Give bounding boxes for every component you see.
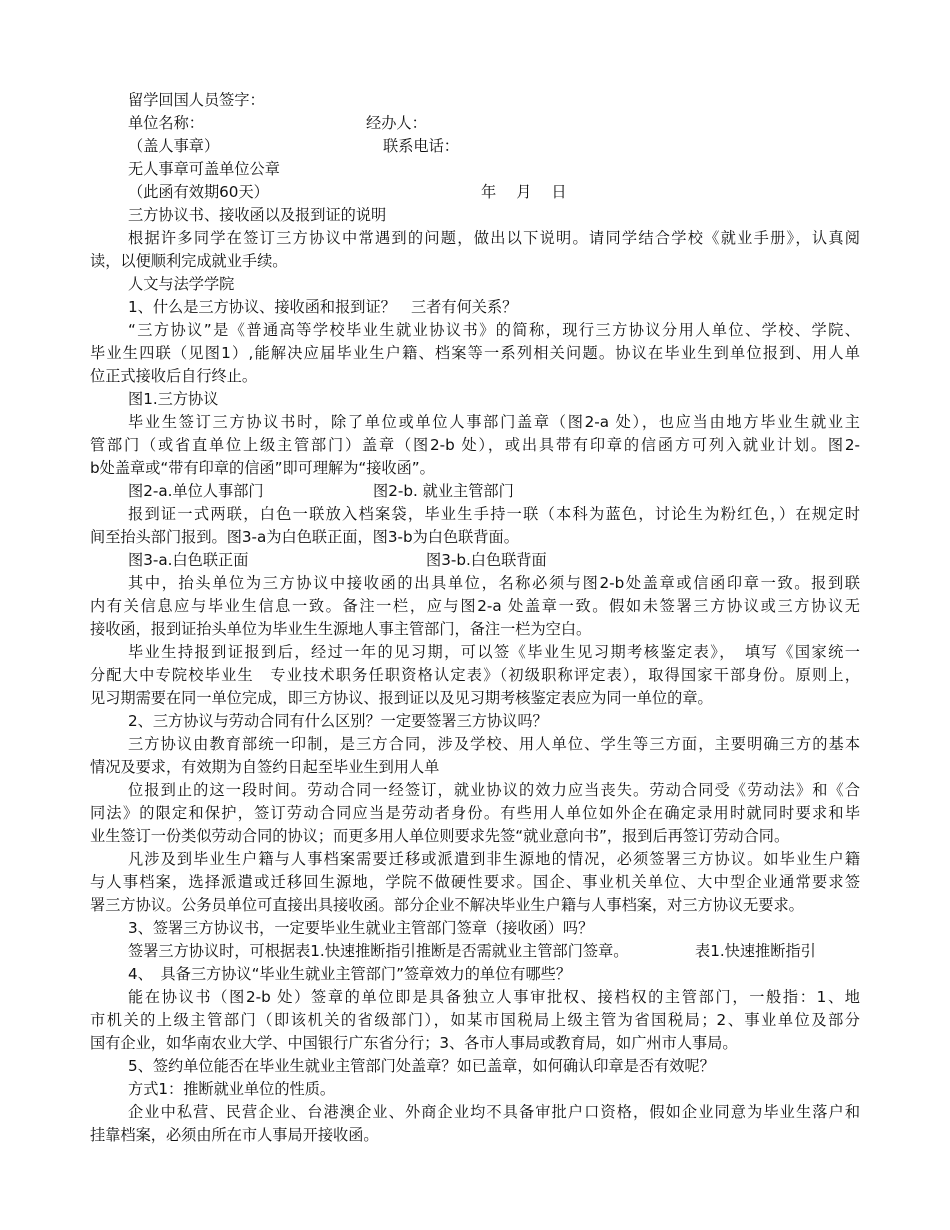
question-heading-2: 2、三方协议与劳动合同有什么区别？一定要签署三方协议吗？ <box>128 712 548 730</box>
paragraph-line: 其中，抬头单位为三方协议中接收函的出具单位，名称必须与图2-b处盖章或信函印章一致。报到联 <box>128 574 860 592</box>
paragraph-line: 毕业生签订三方协议书时，除了单位或单位人事部门盖章（图2-a 处），也应当由地方毕业生就业主 <box>128 413 860 431</box>
table-caption: 表1.快速推断指引 <box>695 942 816 960</box>
paragraph-line: 读，以便顺利完成就业手续。 <box>90 252 288 270</box>
paragraph-line: 报到证一式两联，白色一联放入档案袋，毕业生手持一联（本科为蓝色，讨论生为粉红色，）在规定时 <box>128 505 860 523</box>
paragraph-line: 企业中私营、民营企业、台港澳企业、外商企业均不具备审批户口资格，假如企业同意为毕业生落户和 <box>128 1103 860 1121</box>
section-title: 三方协议书、接收函以及报到证的说明 <box>128 206 387 224</box>
paragraph-line: 市机关的上级主管部门（即该机关的省级部门），如某市国税局上级主管为省国税局；2、事业单位及部分 <box>90 1011 860 1029</box>
question-heading-3: 3、签署三方协议书，一定要毕业生就业主管部门签章（接收函）吗？ <box>128 919 594 937</box>
question-heading-5: 5、签约单位能否在毕业生就业主管部门处盖章？如已盖章，如何确认印章是否有效呢？ <box>128 1057 715 1075</box>
paragraph-line: 见习期需要在同一单位完成，即三方协议、报到证以及见习期考核鉴定表应为同一单位的章。 <box>90 689 713 707</box>
paragraph-line: 根据许多同学在签订三方协议中常遇到的问题，做出以下说明。请同学结合学校《就业手册》，认真阅 <box>128 229 860 247</box>
figure-caption: 图2-b. 就业主管部门 <box>373 482 514 500</box>
paragraph-line: 内有关信息应与毕业生信息一致。备注一栏，应与图2-a 处盖章一致。假如未签署三方协议或三方协议无 <box>90 597 860 615</box>
paragraph-line: 位报到止的这一段时间。劳动合同一经签订，就业协议的效力应当丧失。劳动合同受《劳动法》和《合 <box>128 781 860 799</box>
paragraph-line: 挂靠档案，必须由所在市人事局开接收函。 <box>90 1126 379 1144</box>
paragraph-line: 间至抬头部门报到。图3-a为白色联正面，图3-b为白色联背面。 <box>90 528 519 546</box>
paragraph-line: b处盖章或“带有印章的信函”即可理解为“接收函”。 <box>90 459 435 477</box>
paragraph-line: 国有企业，如华南农业大学、中国银行广东省分行；3、各市人事局或教育局，如广州市人事局。 <box>90 1034 738 1052</box>
validity-note: （此函有效期60天） <box>128 183 269 201</box>
paragraph-line: 位正式接收后自行终止。 <box>90 367 258 385</box>
phone-label: 联系电话： <box>383 137 459 155</box>
handler-label: 经办人： <box>366 114 427 132</box>
paragraph-line: 情况及要求，有效期为自签约日起至毕业生到用人单 <box>90 758 440 776</box>
paragraph-line: 毕业生持报到证报到后，经过一年的见习期，可以签《毕业生见习期考核鉴定表》， 填写《国家统一 <box>128 643 860 661</box>
paragraph-line: 毕业生四联（见图1）,能解决应届毕业生户籍、档案等一系列相关问题。协议在毕业生到单位报到、用人单 <box>90 344 860 362</box>
figure-caption: 图3-a.白色联正面 <box>128 551 249 569</box>
paragraph-line: 凡涉及到毕业生户籍与人事档案需要迁移或派遣到非生源地的情况，必须签署三方协议。如毕业生户籍 <box>128 850 860 868</box>
unit-stamp-note: 无人事章可盖单位公章 <box>128 160 280 178</box>
figure-caption: 图1.三方协议 <box>128 390 219 408</box>
method-heading: 方式1：推断就业单位的性质。 <box>128 1080 336 1098</box>
paragraph-line: 署三方协议。公务员单位可直接出具接收函。部分企业不解决毕业生户籍与人事档案，对三方协议无要求。 <box>90 896 804 914</box>
paragraph-line: 分配大中专院校毕业生 专业技术职务任职资格认定表》（初级职称评定表），取得国家干部身份。原则上， <box>90 666 860 684</box>
paragraph-line: 能在协议书（图2-b 处）签章的单位即是具备独立人事审批权、接档权的主管部门，一般指：1、地 <box>128 988 860 1006</box>
paragraph-line: 同法》的限定和保护，签订劳动合同应当是劳动者身份。有些用人单位如外企在确定录用时就同时要求和毕 <box>90 804 860 822</box>
paragraph-line: 管部门（或省直单位上级主管部门）盖章（图2-b 处），或出具带有印章的信函方可列入就业计划。图2- <box>90 436 860 454</box>
paragraph-line: 接收函，报到证抬头单位为毕业生生源地人事主管部门，备注一栏为空白。 <box>90 620 592 638</box>
paragraph-line: 与人事档案，选择派遣或迁移回生源地，学院不做硬性要求。国企、事业机关单位、大中型企业通常要求签 <box>90 873 860 891</box>
date-line: 年 月 日 <box>481 183 567 201</box>
question-heading-4: 4、 具备三方协议“毕业生就业主管部门”签章效力的单位有哪些？ <box>128 965 572 983</box>
college-name: 人文与法学学院 <box>128 275 235 293</box>
paragraph-line: 三方协议由教育部统一印制，是三方合同，涉及学校、用人单位、学生等三方面，主要明确三方的基本 <box>128 735 860 753</box>
returnee-signature-line: 留学回国人员签字： <box>128 91 265 109</box>
paragraph-line: 签署三方协议时，可根据表1.快速推断指引推断是否需就业主管部门签章。 <box>128 942 629 960</box>
paragraph-line: “三方协议”是《普通高等学校毕业生就业协议书》的简称，现行三方协议分用人单位、学校、学院、 <box>128 321 860 339</box>
figure-caption: 图3-b.白色联背面 <box>426 551 547 569</box>
paragraph-line: 业生签订一份类似劳动合同的协议；而更多用人单位则要求先签“就业意向书”，报到后再签订劳动合同。 <box>90 827 790 845</box>
unit-name-label: 单位名称： <box>128 114 204 132</box>
hr-stamp-note: （盖人事章） <box>128 137 220 155</box>
question-heading-1: 1、什么是三方协议、接收函和报到证？ 三者有何关系？ <box>128 298 518 316</box>
figure-caption: 图2-a.单位人事部门 <box>128 482 264 500</box>
